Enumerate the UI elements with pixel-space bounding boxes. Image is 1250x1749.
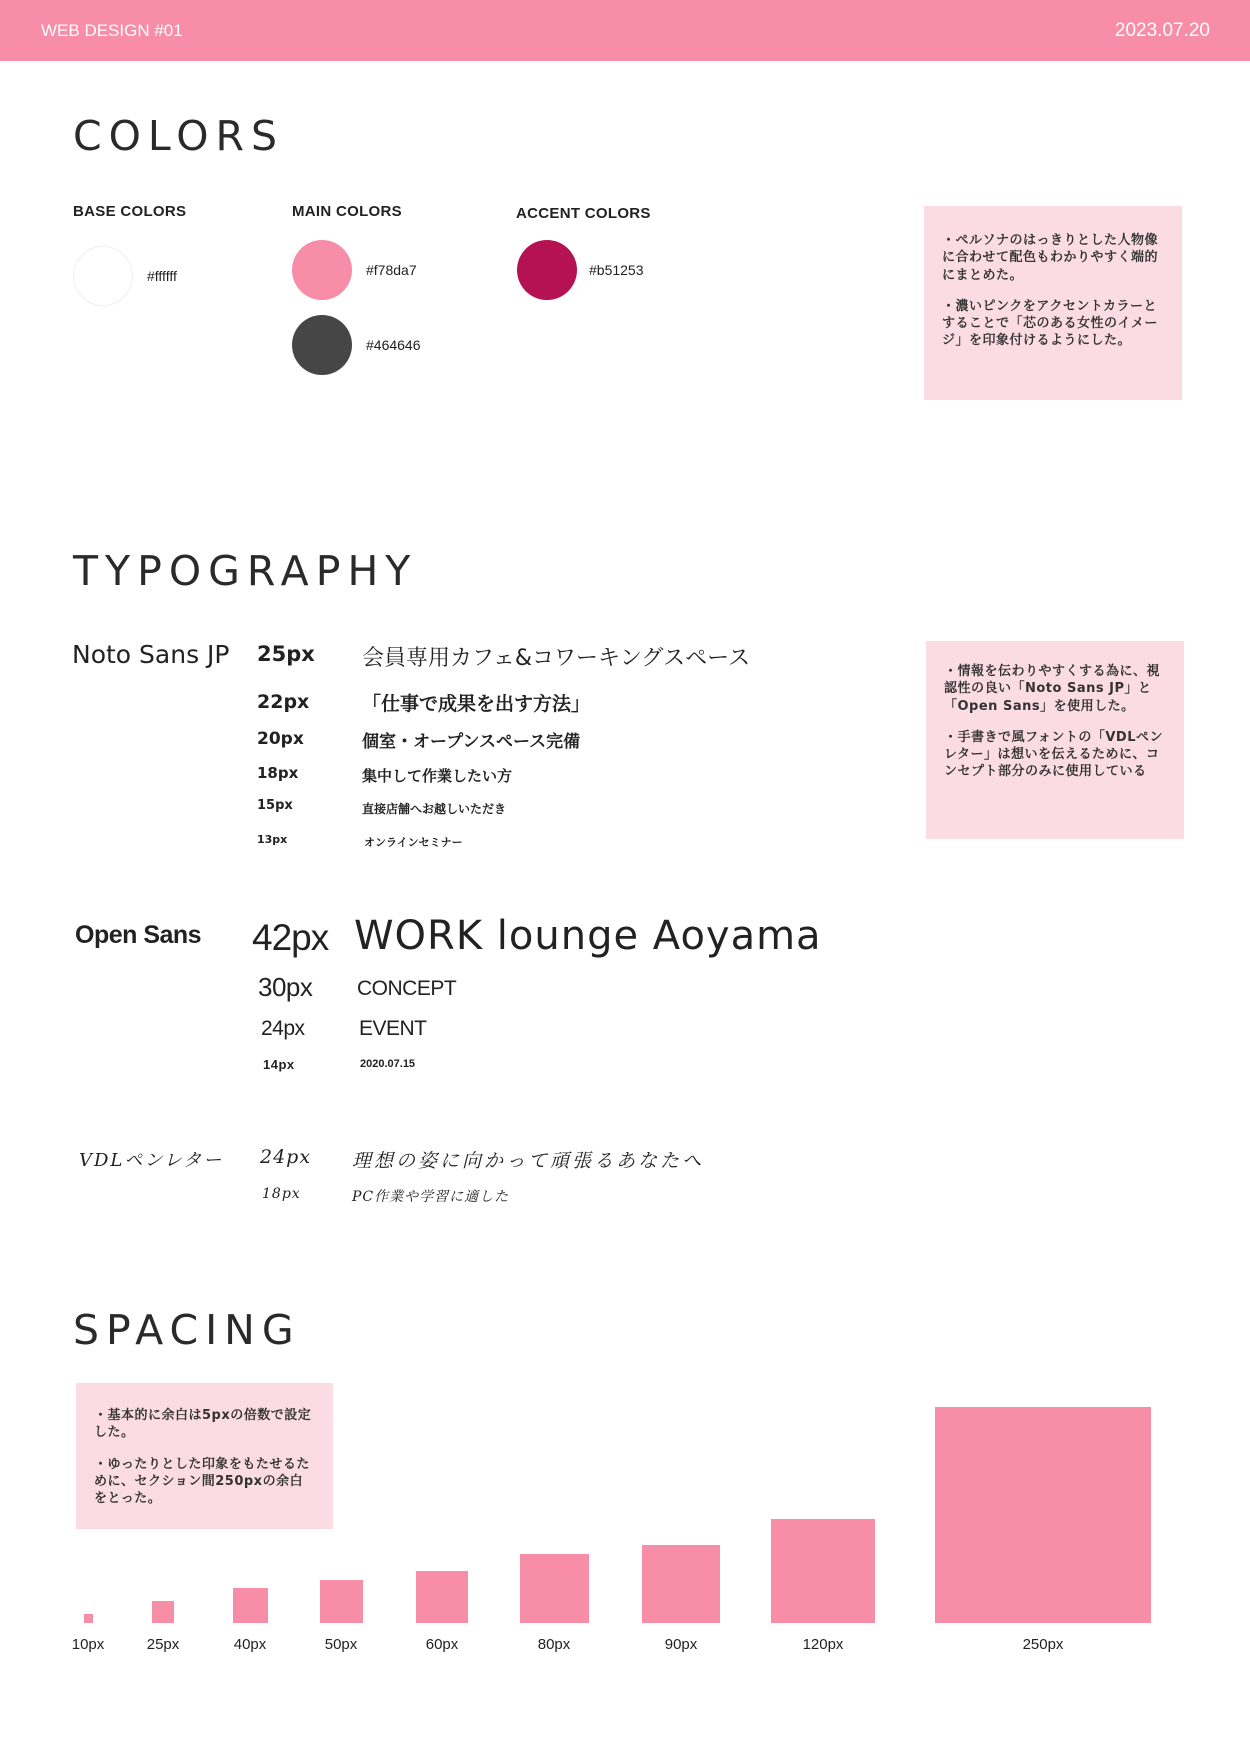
font-name-open-sans: Open Sans — [75, 921, 202, 949]
noto-size-13: 13px — [257, 833, 288, 846]
open-size-24: 24px — [261, 1017, 305, 1040]
colors-note — [924, 206, 1182, 400]
vdl-size-24: 24px — [260, 1146, 312, 1168]
spacing-bar-label: 250px — [1022, 1636, 1064, 1653]
typography-note-line-1: ・情報を伝わりやすくする為に、視認性の良い「Noto Sans JP」と「Open Sans」を使用した。 — [944, 664, 1161, 714]
accent-colors-heading: ACCENT COLORS — [516, 205, 651, 222]
spacing-bar-label: 80px — [537, 1636, 571, 1653]
spacing-bar-label: 90px — [664, 1636, 698, 1653]
color-swatch-accent — [517, 240, 577, 300]
noto-size-20: 20px — [257, 729, 304, 749]
spacing-note-line-2: ・ゆったりとした印象をもたせるために、セクション間250pxの余白をとった。 — [94, 1456, 310, 1507]
hex-label-gray: #464646 — [366, 337, 421, 353]
spacing-bar-90px — [642, 1545, 720, 1623]
color-swatch-gray — [292, 315, 352, 375]
open-size-14: 14px — [263, 1057, 295, 1072]
typography-title: TYPOGRAPHY — [73, 547, 418, 595]
hex-label-accent: #b51253 — [589, 262, 644, 278]
spacing-note — [76, 1383, 333, 1529]
noto-size-22: 22px — [257, 691, 310, 713]
spacing-bar-label: 120px — [802, 1636, 844, 1653]
font-name-noto: Noto Sans JP — [72, 640, 230, 669]
noto-size-18: 18px — [257, 764, 299, 782]
spacing-bar-120px — [771, 1519, 875, 1623]
spacing-bar-250px — [935, 1407, 1151, 1623]
open-sample-14: 2020.07.15 — [360, 1058, 416, 1070]
vdl-sample-24: 理想の姿に向かって頑張るあなたへ — [352, 1150, 705, 1172]
spacing-bar-10px — [84, 1614, 93, 1623]
noto-size-15: 15px — [257, 798, 293, 813]
open-sample-42: WORK lounge Aoyama — [354, 913, 822, 959]
hex-label-pink: #f78da7 — [366, 262, 417, 278]
spacing-bar-label: 25px — [146, 1636, 180, 1653]
vdl-sample-18: PC作業や学習に適した — [352, 1189, 510, 1205]
open-size-30: 30px — [258, 972, 313, 1002]
spacing-bar-80px — [520, 1554, 589, 1623]
noto-sample-25: 会員専用カフェ&コワーキングスペース — [362, 646, 751, 671]
spacing-bar-label: 60px — [425, 1636, 459, 1653]
noto-sample-20: 個室・オープンスペース完備 — [362, 732, 581, 752]
color-swatch-white — [73, 246, 133, 306]
open-sample-24: EVENT — [359, 1017, 427, 1040]
color-swatch-pink — [292, 240, 352, 300]
header-date: 2023.07.20 — [1114, 20, 1210, 41]
vdl-size-18: 18px — [262, 1186, 301, 1202]
noto-sample-18: 集中して作業したい方 — [362, 767, 513, 785]
header-title: WEB DESIGN #01 — [41, 21, 183, 40]
colors-title: COLORS — [73, 112, 285, 160]
spacing-bar-40px — [233, 1588, 268, 1623]
open-sample-30: CONCEPT — [357, 977, 457, 1000]
spacing-bar-25px — [152, 1601, 174, 1623]
font-name-vdl: VDLペンレター — [79, 1150, 224, 1171]
noto-sample-22: 「仕事で成果を出す方法」 — [362, 693, 591, 715]
noto-sample-13: オンラインセミナー — [364, 836, 463, 849]
typography-note-line-2: ・手書きで風フォントの「VDLペンレター」は想いを伝えるために、コンセプト部分のみに使用している — [944, 729, 1163, 780]
base-colors-heading: BASE COLORS — [73, 203, 187, 220]
spacing-title: SPACING — [73, 1306, 301, 1354]
colors-note-line-2: ・濃いピンクをアクセントカラーとすることで「芯のある女性のイメージ」を印象付けるようにした。 — [942, 298, 1158, 349]
spacing-bar-60px — [416, 1571, 468, 1623]
noto-size-25: 25px — [257, 642, 315, 666]
main-colors-heading: MAIN COLORS — [292, 203, 402, 220]
spacing-bar-label: 50px — [324, 1636, 358, 1653]
spacing-bar-label: 10px — [71, 1636, 105, 1653]
noto-sample-15: 直接店舗へお越しいただき — [362, 802, 507, 816]
page-header — [0, 0, 1250, 61]
spacing-bar-50px — [320, 1580, 363, 1623]
spacing-bar-label: 40px — [233, 1636, 267, 1653]
typography-note — [926, 641, 1184, 839]
spacing-note-line-1: ・基本的に余白は5pxの倍数で設定した。 — [94, 1408, 312, 1441]
colors-note-line-1: ・ペルソナのはっきりとした人物像に合わせて配色もわかりやすく端的にまとめた。 — [942, 233, 1159, 283]
hex-label-white: #ffffff — [147, 268, 177, 284]
open-size-42: 42px — [252, 917, 329, 958]
